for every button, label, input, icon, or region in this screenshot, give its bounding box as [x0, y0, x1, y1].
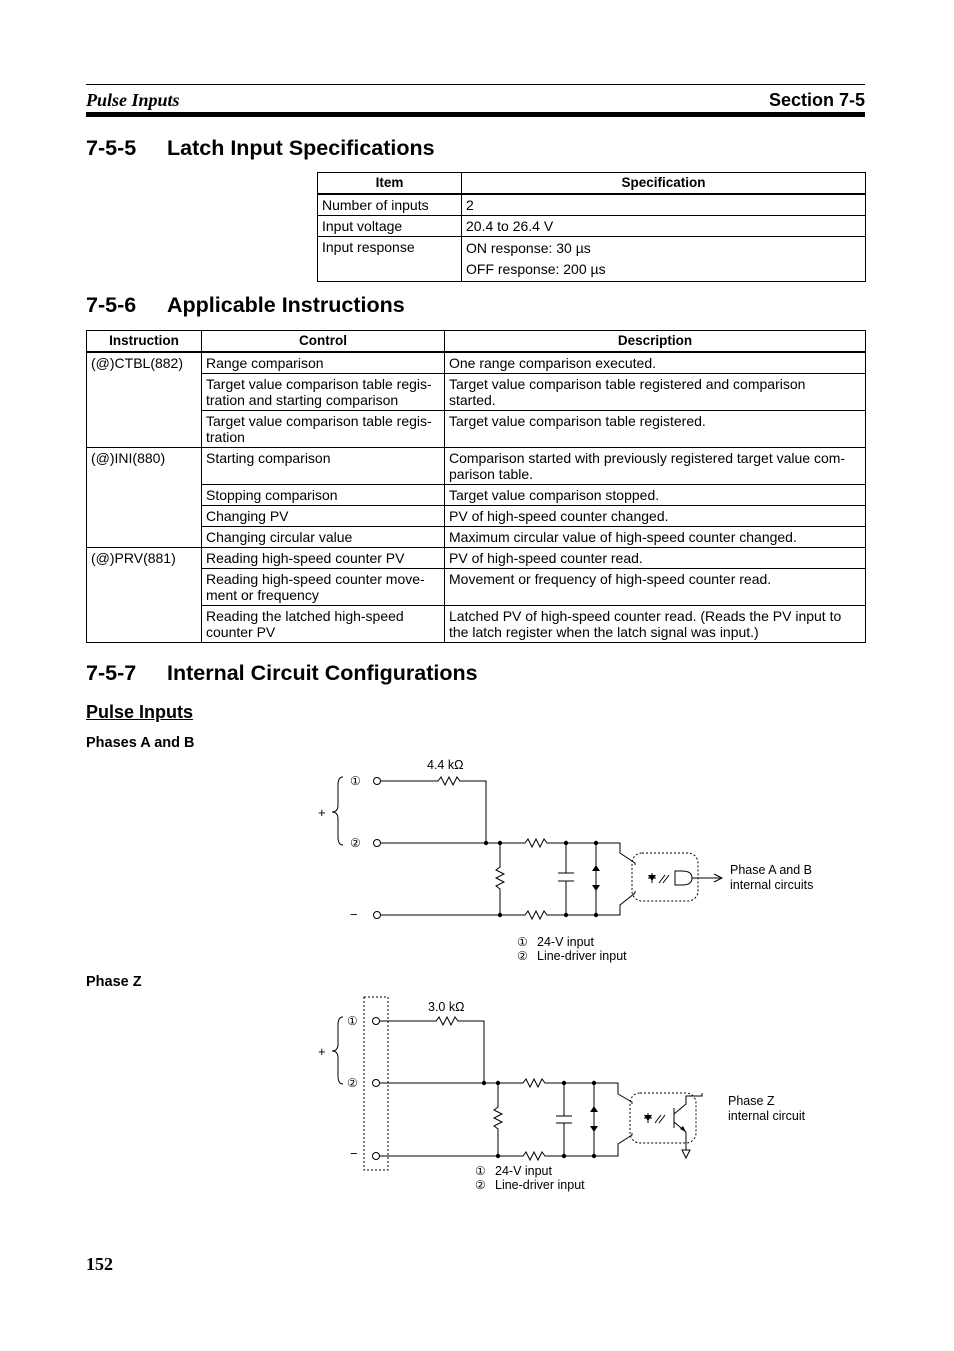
- heading-phase-z: Phase Z: [86, 974, 142, 990]
- table-row: [87, 606, 866, 643]
- table-cell: [462, 237, 866, 282]
- legend-1-text: 24-V input: [537, 935, 594, 949]
- description-cell: PV of high-speed counter read.: [445, 548, 866, 569]
- control-cell: Range comparison: [202, 352, 445, 374]
- legend-1-text: 24-V input: [495, 1164, 552, 1178]
- legend-1-mark: ①: [517, 935, 528, 949]
- output-label-line1: Phase A and B: [730, 863, 813, 877]
- table-cell: 20.4 to 26.4 V: [462, 216, 866, 237]
- page-number: 152: [86, 1254, 113, 1274]
- description-cell: Target value comparison table registered and comparison started.: [445, 374, 866, 411]
- column-header: Control: [202, 331, 445, 353]
- description-cell: Target value comparison table registered.: [445, 411, 866, 448]
- terminal-2-label: ②: [347, 1076, 358, 1090]
- table-header-row: [318, 173, 866, 195]
- header-chapter-title: Pulse Inputs: [86, 90, 180, 110]
- control-cell: Reading the latched high-speed counter PV: [202, 606, 445, 643]
- section-heading-circuits: [86, 661, 478, 686]
- description-cell: One range comparison executed.: [445, 352, 866, 374]
- legend-2-mark: ②: [517, 949, 528, 963]
- table-header-row: [87, 331, 866, 353]
- table-row: [318, 237, 866, 282]
- control-cell: Reading high-speed counter move- ment or frequency: [202, 569, 445, 606]
- output-label-line2: internal circuits: [730, 878, 814, 892]
- column-header: Instruction: [87, 331, 202, 353]
- plus-label: +: [318, 805, 326, 820]
- latch-spec-table: [317, 172, 866, 282]
- subheading-pulse-inputs: Pulse Inputs: [86, 702, 194, 722]
- table-row: [87, 527, 866, 548]
- table-row: [318, 194, 866, 216]
- control-cell: Target value comparison table regis- tration and starting comparison: [202, 374, 445, 411]
- resistor-label: 3.0 kΩ: [428, 1000, 465, 1014]
- section-title: Applicable Instructions: [167, 293, 405, 317]
- instruction-cell: (@)INI(880): [87, 448, 202, 548]
- table-row: [87, 569, 866, 606]
- minus-label: −: [350, 1146, 358, 1161]
- instruction-cell: (@)PRV(881): [87, 548, 202, 643]
- column-header: Specification: [462, 173, 866, 195]
- off-response: OFF response: 200 µs: [466, 261, 606, 277]
- legend-1-mark: ①: [475, 1164, 486, 1178]
- description-cell: Comparison started with previously registered target value com- parison table.: [445, 448, 866, 485]
- instructions-table: [86, 330, 866, 643]
- description-cell: Movement or frequency of high-speed counter read.: [445, 569, 866, 606]
- table-cell: 2: [462, 194, 866, 216]
- section-number: 7-5-6: [86, 293, 137, 317]
- description-cell: PV of high-speed counter changed.: [445, 506, 866, 527]
- section-heading-instructions: [86, 293, 405, 318]
- circuit-diagram-phase-z: [310, 992, 850, 1197]
- description-cell: Maximum circular value of high-speed counter changed.: [445, 527, 866, 548]
- header-rule-bottom: [86, 112, 865, 117]
- table-row: [87, 411, 866, 448]
- table-row: [318, 216, 866, 237]
- column-header: Item: [318, 173, 462, 195]
- terminal-1-label: ①: [350, 774, 361, 788]
- section-number: 7-5-7: [86, 661, 137, 685]
- circuit-diagram-phase-ab: [310, 755, 850, 970]
- column-header: Description: [445, 331, 866, 353]
- legend-2-text: Line-driver input: [537, 949, 627, 963]
- legend-2-mark: ②: [475, 1178, 486, 1192]
- control-cell: Starting comparison: [202, 448, 445, 485]
- description-cell: Target value comparison stopped.: [445, 485, 866, 506]
- resistor-label: 4.4 kΩ: [427, 758, 464, 772]
- control-cell: Reading high-speed counter PV: [202, 548, 445, 569]
- description-cell: Latched PV of high-speed counter read. (Reads the PV input to the latch register when the latch signal was input.): [445, 606, 866, 643]
- table-row: [87, 374, 866, 411]
- table-row: [87, 548, 866, 569]
- terminal-1-label: ①: [347, 1014, 358, 1028]
- table-cell: Input voltage: [318, 216, 462, 237]
- control-cell: Changing circular value: [202, 527, 445, 548]
- section-title: Latch Input Specifications: [167, 136, 435, 160]
- control-cell: Changing PV: [202, 506, 445, 527]
- table-row: [87, 352, 866, 374]
- table-cell: Input response: [318, 237, 462, 282]
- legend-2-text: Line-driver input: [495, 1178, 585, 1192]
- control-cell: Stopping comparison: [202, 485, 445, 506]
- instruction-cell: (@)CTBL(882): [87, 352, 202, 448]
- section-title: Internal Circuit Configurations: [167, 661, 478, 685]
- table-row: [87, 448, 866, 485]
- header-section-number: Section 7-5: [768, 90, 865, 110]
- on-response: ON response: 30 µs: [466, 240, 591, 256]
- header-rule-top: [86, 84, 865, 85]
- table-cell: Number of inputs: [318, 194, 462, 216]
- output-label-line1: Phase Z: [728, 1094, 775, 1108]
- section-number: 7-5-5: [86, 136, 137, 160]
- table-row: [87, 506, 866, 527]
- control-cell: Target value comparison table regis- tration: [202, 411, 445, 448]
- terminal-2-label: ②: [350, 836, 361, 850]
- section-heading-latch: [86, 136, 435, 161]
- heading-phases-a-b: Phases A and B: [86, 735, 195, 751]
- table-row: [87, 485, 866, 506]
- plus-label: +: [318, 1044, 326, 1059]
- minus-label: −: [350, 907, 358, 922]
- output-label-line2: internal circuit: [728, 1109, 806, 1123]
